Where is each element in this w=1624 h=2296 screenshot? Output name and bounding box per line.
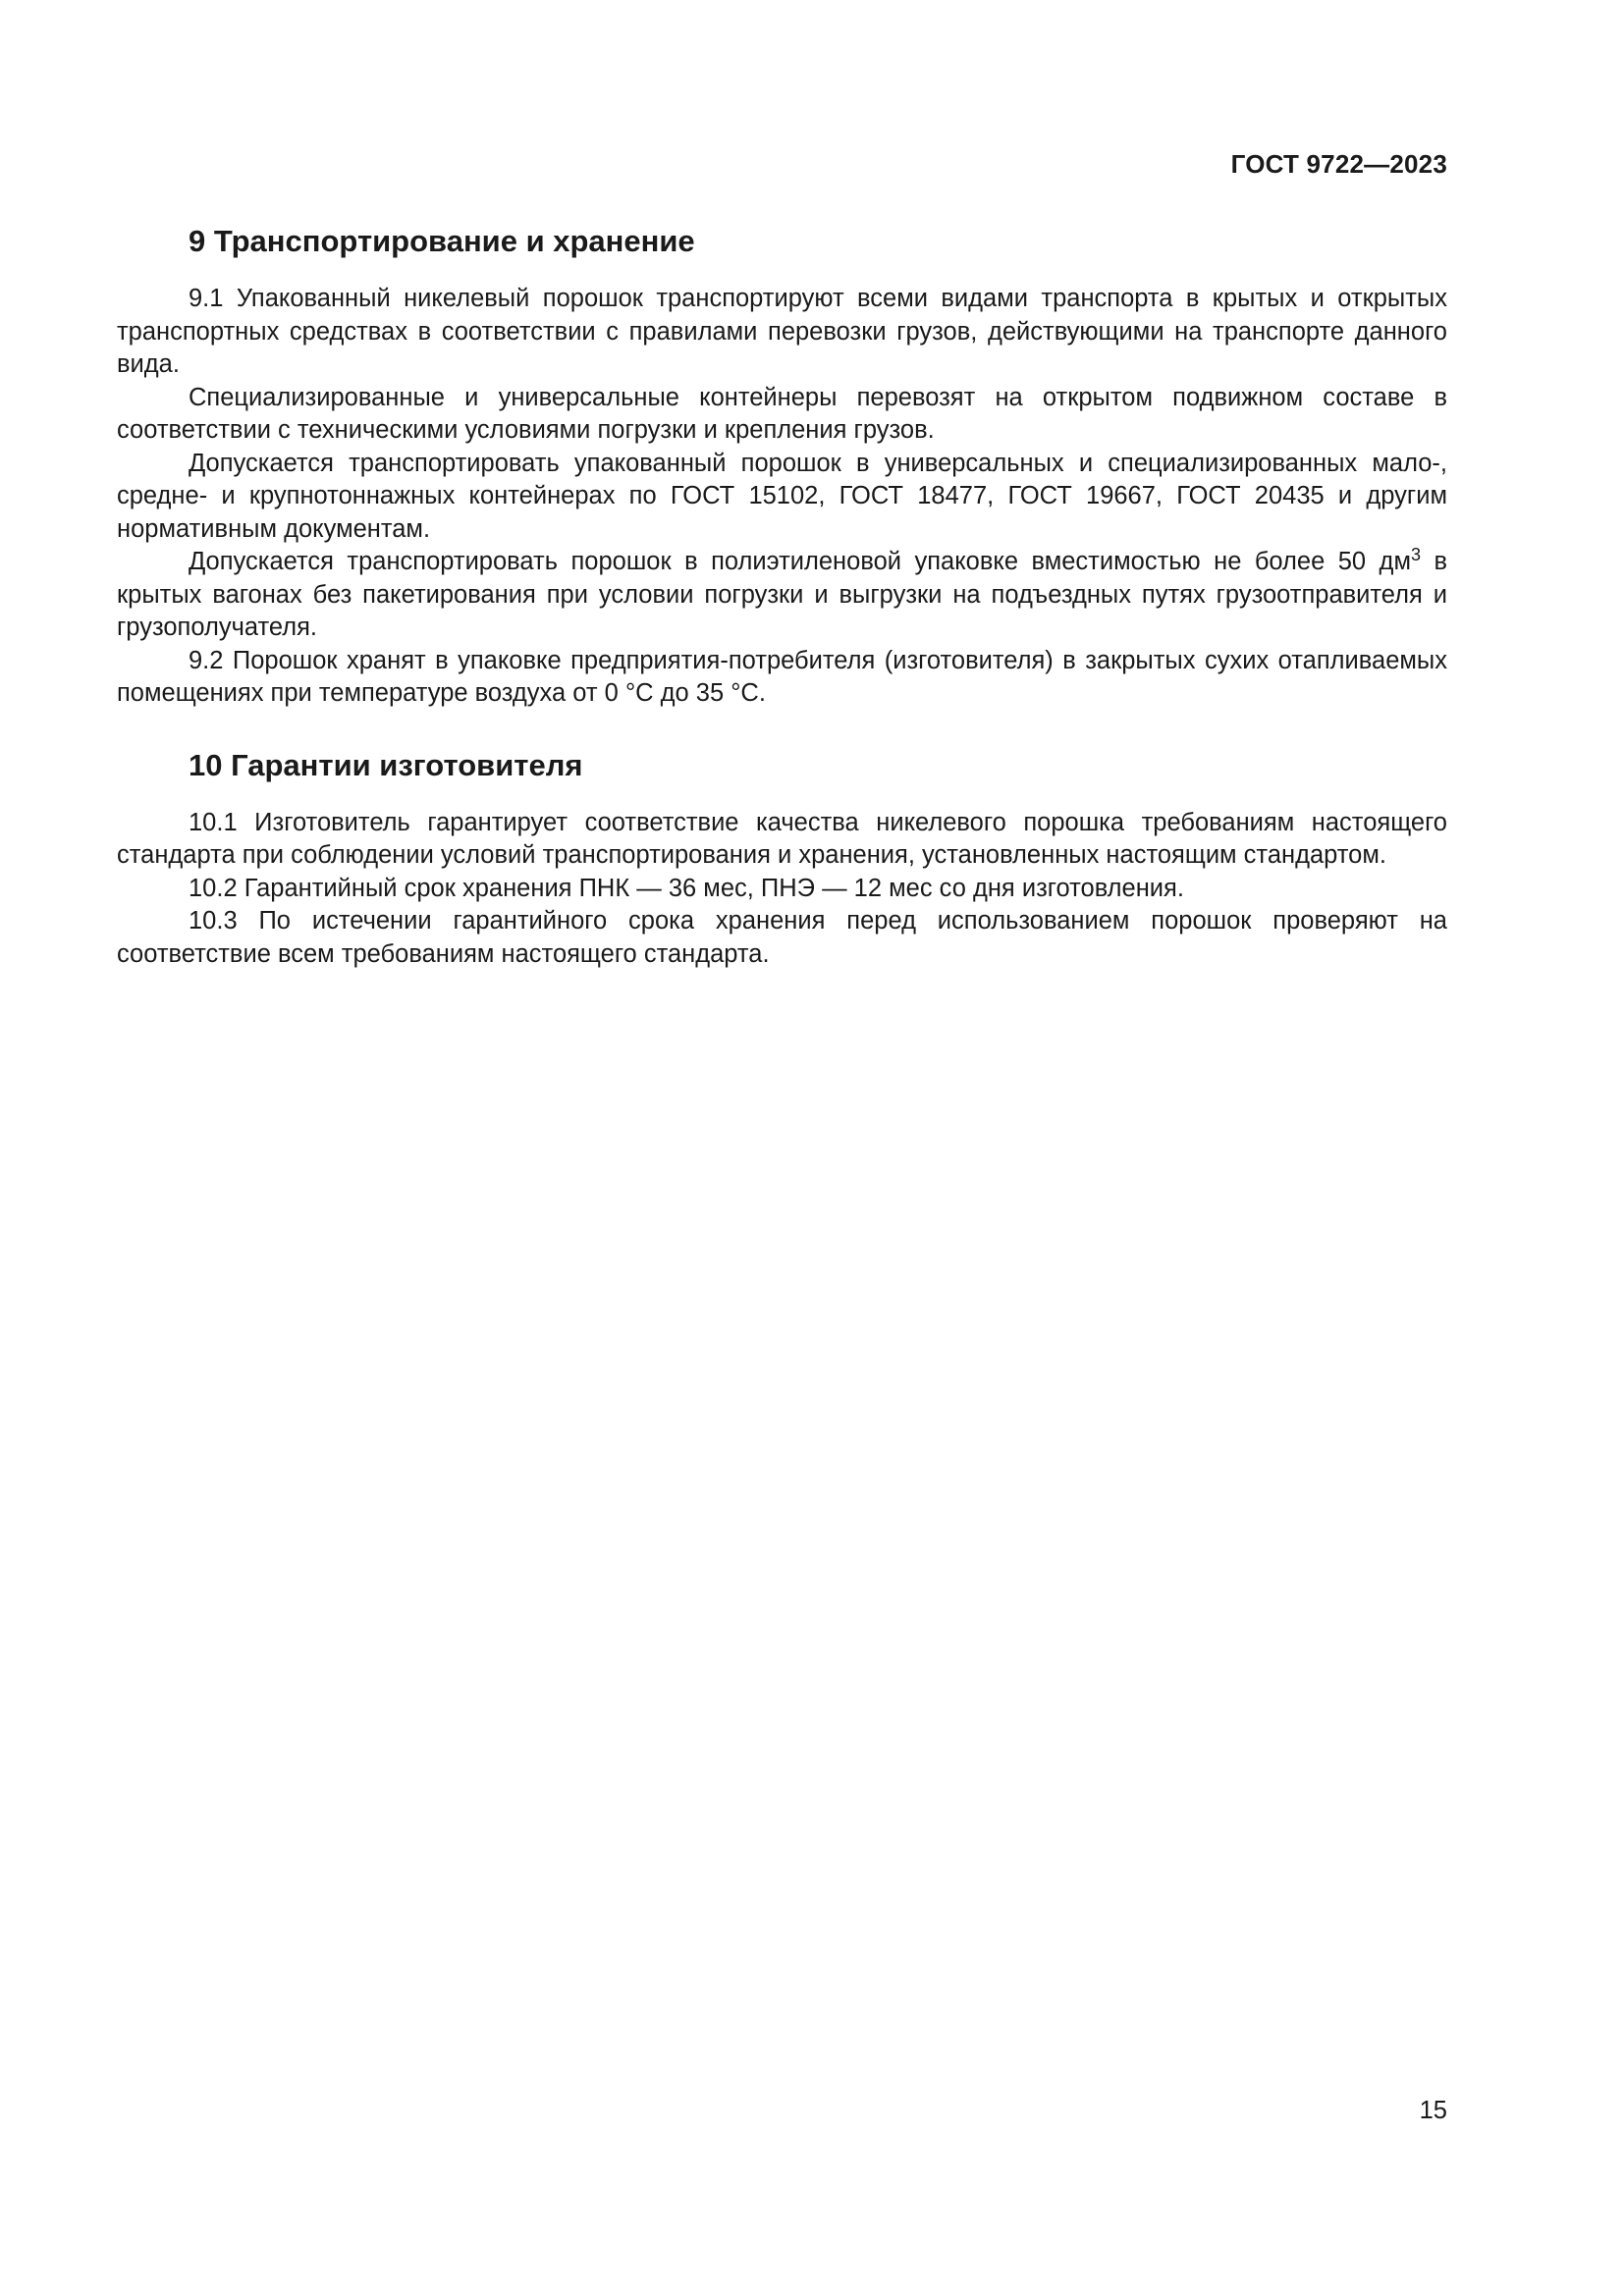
document-code: ГОСТ 9722—2023 (1230, 149, 1447, 179)
paragraph (117, 546, 1447, 645)
section-manufacturer-warranty (117, 746, 1447, 972)
paragraph: 10.1 Изготовитель гарантирует соответствие качества никелевого порошка требованиям настоящего стандарта при соблюдении условий транспортирования и хранения, установленных настоящим стандартом. (117, 808, 1447, 869)
paragraph: 9.2 Порошок хранят в упаковке предприятия-потребителя (изготовителя) в закрытых сухих отапливаемых помещениях при температуре воздуха от 0 °С до 35 °С. (117, 646, 1447, 707)
paragraph-text: в крытых вагонах без пакетирования при условии погрузки и выгрузки на подъездных путях грузоотправителя и грузополучателя. (117, 548, 1447, 641)
section-heading: 10 Гарантии изготовителя (189, 747, 583, 782)
paragraph: 9.1 Упакованный никелевый порошок транспортируют всеми видами транспорта в крытых и открытых транспортных средствах в соответствии с правилами перевозки грузов, действующими на транспорте данного вида. (117, 285, 1447, 378)
section-heading: 9 Транспортирование и хранение (189, 224, 695, 258)
page-content (117, 222, 1447, 971)
paragraph: Специализированные и универсальные контейнеры перевозят на открытом подвижном составе в соответствии с техническими условиями погрузки и крепления грузов. (117, 383, 1447, 444)
paragraph-text: Допускается транспортировать порошок в полиэтиленовой упаковке вместимостью не более 50 дм (189, 548, 1411, 575)
section-transport-storage (117, 222, 1447, 711)
page-number: 15 (1419, 2097, 1447, 2124)
paragraph: 10.3 По истечении гарантийного срока хранения перед использованием порошок проверяют на соответствие всем требованиям настоящего стандарта. (117, 907, 1447, 968)
paragraph: 10.2 Гарантийный срок хранения ПНК — 36 мес, ПНЭ — 12 мес со дня изготовления. (189, 874, 1184, 902)
superscript: 3 (1410, 545, 1421, 564)
paragraph: Допускается транспортировать упакованный порошок в универсальных и специализированных мало-, средне- и крупнотоннажных контейнерах по ГОСТ 15102, ГОСТ 18477, ГОСТ 19667, ГОСТ 20435 и другим нормативным документам. (117, 449, 1447, 543)
